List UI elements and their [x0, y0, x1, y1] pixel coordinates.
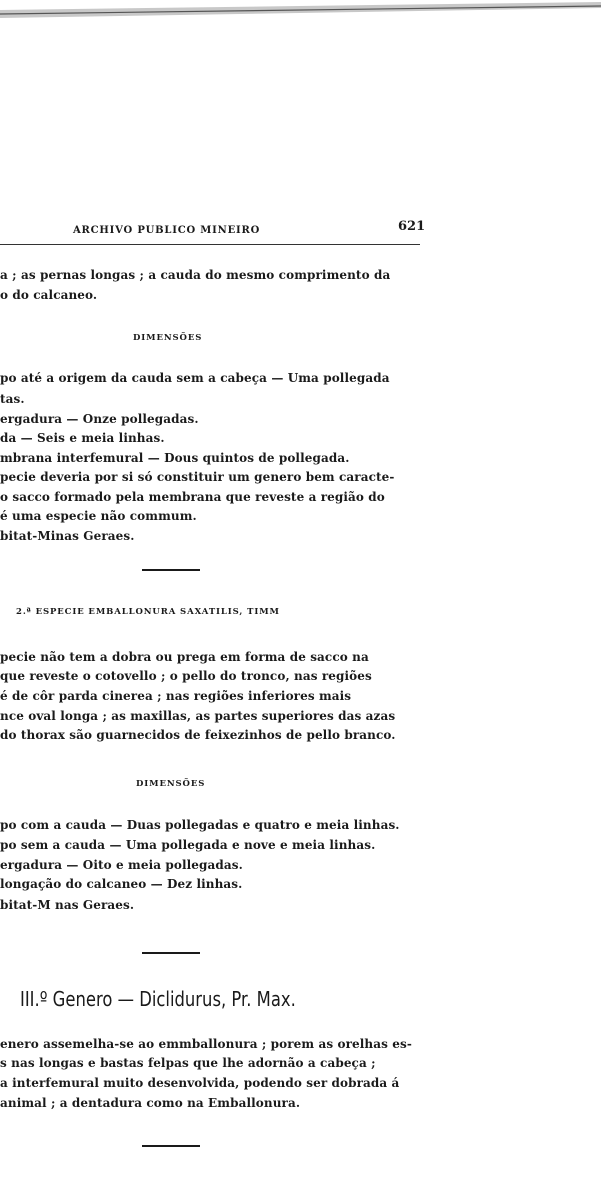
text-line: a interfemural muito desenvolvida, podendo ser dobrada á: [0, 1076, 400, 1090]
text-line: s nas longas e bastas felpas que lhe adornão a cabeça ;: [0, 1056, 376, 1070]
text-line: tas.: [0, 392, 25, 406]
text-line: po até a origem da cauda sem a cabeça — Uma pollegada: [0, 371, 390, 385]
text-line: o sacco formado pela membrana que reveste a região do: [0, 490, 385, 504]
species-heading: 2.ª ESPECIE EMBALLONURA SAXATILIS, TIMM: [16, 607, 280, 617]
text-line: bitat-Minas Geraes.: [0, 529, 135, 543]
text-line: longação do calcaneo — Dez linhas.: [0, 877, 243, 891]
text-line: nce oval longa ; as maxillas, as partes superiores das azas: [0, 709, 396, 723]
text-line: o do calcaneo.: [0, 288, 98, 302]
text-line: enero assemelha-se ao emmballonura ; porem as orelhas es-: [0, 1037, 412, 1051]
text-line: pecie deveria por si só constituir um genero bem caracte-: [0, 470, 395, 484]
text-line: é uma especie não commum.: [0, 509, 197, 523]
text-line: ergadura — Oito e meia pollegadas.: [0, 858, 243, 872]
text-line: mbrana interfemural — Dous quintos de pollegada.: [0, 451, 350, 465]
text-line: bitat-M nas Geraes.: [0, 898, 135, 912]
text-line: a ; as pernas longas ; a cauda do mesmo comprimento da: [0, 268, 391, 282]
text-line: ergadura — Onze pollegadas.: [0, 412, 199, 426]
header-rule: [0, 244, 420, 245]
section-divider: [142, 569, 200, 571]
text-line: da — Seis e meia linhas.: [0, 431, 165, 445]
genus-heading: III.º Genero — Diclidurus, Pr. Max.: [20, 987, 296, 1011]
text-line: po com a cauda — Duas pollegadas e quatro e meia linhas.: [0, 818, 400, 832]
scan-edge-artifact: [0, 0, 601, 22]
text-line: que reveste o cotovello ; o pello do tronco, nas regiões: [0, 669, 372, 683]
section-divider: [142, 1145, 200, 1147]
running-header-title: ARCHIVO PUBLICO MINEIRO: [73, 225, 261, 236]
text-line: animal ; a dentadura como na Emballonura.: [0, 1096, 301, 1110]
section-heading-dimensions: DIMENSÕES: [133, 333, 203, 343]
section-heading-dimensions: DIMENSÕES: [136, 779, 206, 789]
text-line: é de côr parda cinerea ; nas regiões inferiores mais: [0, 689, 352, 703]
text-line: po sem a cauda — Uma pollegada e nove e meia linhas.: [0, 838, 376, 852]
text-line: do thorax são guarnecidos de feixezinhos de pello branco.: [0, 728, 396, 742]
text-line: pecie não tem a dobra ou prega em forma de sacco na: [0, 650, 369, 664]
page-number: 621: [398, 219, 426, 234]
section-divider: [142, 952, 200, 954]
